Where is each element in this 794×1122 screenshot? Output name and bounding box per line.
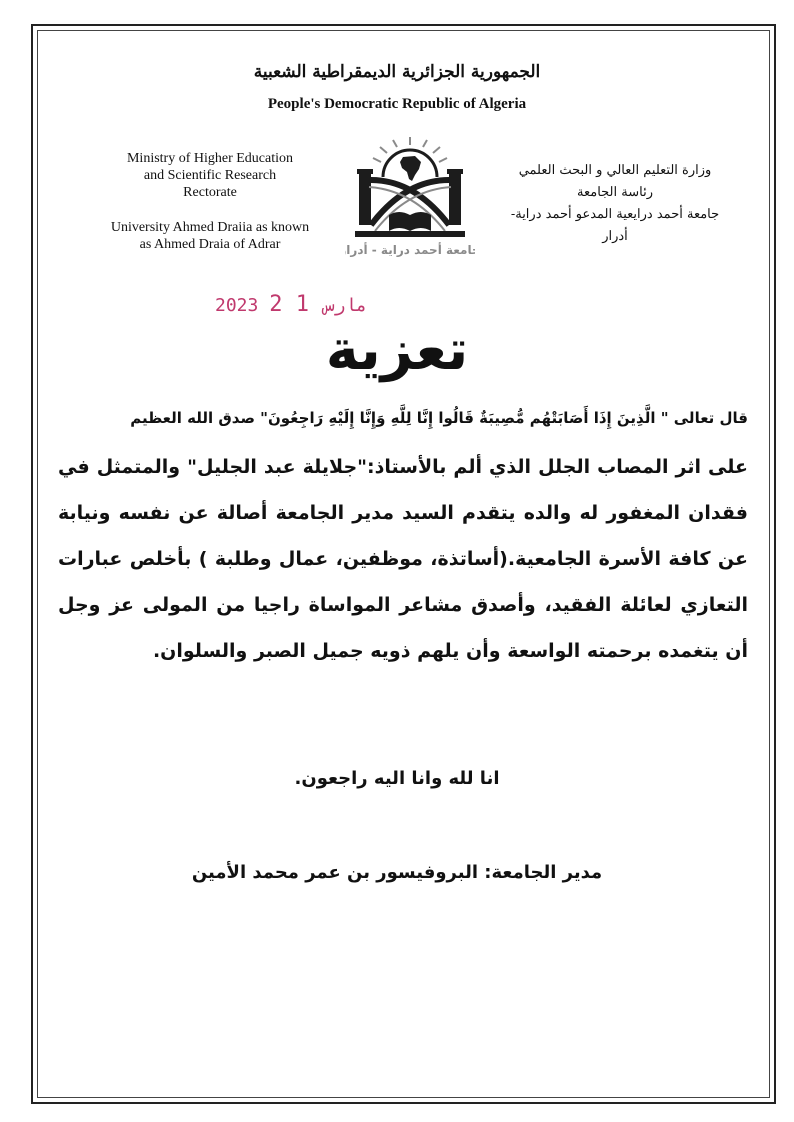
open-book-icon <box>389 212 431 231</box>
date-stamp-day: 1 2 <box>269 292 309 317</box>
ministry-line: and Scientific Research <box>143 168 277 183</box>
rectorate-line: Rectorate <box>183 185 237 200</box>
ministry-arabic-block <box>500 160 730 248</box>
logo-caption: جامعة أحمد دراية - أدرار <box>345 243 475 257</box>
university-ar-line: جامعة أحمد درايعية المدعو أحمد دراية- أدرار <box>510 207 720 244</box>
ministry-line: Ministry of Higher Education <box>126 151 294 166</box>
africa-map-icon <box>400 156 421 181</box>
university-logo-emblem <box>345 135 475 260</box>
university-line: as Ahmed Draia of Adrar <box>139 237 281 252</box>
header-english-title: People's Democratic Republic of Algeria <box>267 96 527 112</box>
header-arabic-title: الجمهورية الجزائرية الديمقراطية الشعبية <box>253 62 541 82</box>
quran-verse: قال تعالى " الَّذِينَ إِذَا أَصَابَتْهُم مُّصِيبَةٌ قَالُوا إِنَّا لِلَّهِ وَإِنَّا إِلَيْهِ رَاجِعُونَ" صدق الله العظيم <box>130 409 748 427</box>
condolence-paragraph: على اثر المصاب الجلل الذي ألم بالأستاذ:"جلايلة عبد الجليل" والمتمثل في فقدان المغفور له والده يتقدم السيد مدير الجامعة أصالة عن نفسه ونيابة عن كافة الأسرة الجامعية.(أساتذة، موظفين، عمال وطلبة ) بأخلص عبارات التعازي لعائلة الفقيد، وأصدق مشاعر المواساة راجيا من المولى عز وجل أن يتغمده برحمته الواسعة وأن يلهم ذويه جميل الصبر والسلوان. <box>58 456 748 662</box>
condolence-body <box>58 404 748 674</box>
university-line: University Ahmed Draiia as known <box>110 220 310 235</box>
page-title: تعزية <box>325 318 469 383</box>
date-stamp <box>215 292 371 317</box>
university-logo <box>345 135 475 260</box>
date-stamp-year: 2023 <box>215 295 259 316</box>
signature-line: مدير الجامعة: البروفيسور بن عمر محمد الأمين <box>191 862 603 883</box>
date-stamp-month: مارس <box>323 295 368 316</box>
closing-phrase: انا لله وانا اليه راجعون. <box>294 768 500 789</box>
ministry-english-block <box>95 150 325 253</box>
rectorate-ar-line: رئاسة الجامعة <box>577 185 653 200</box>
ministry-ar-line: وزارة التعليم العالي و البحث العلمي <box>518 163 712 178</box>
